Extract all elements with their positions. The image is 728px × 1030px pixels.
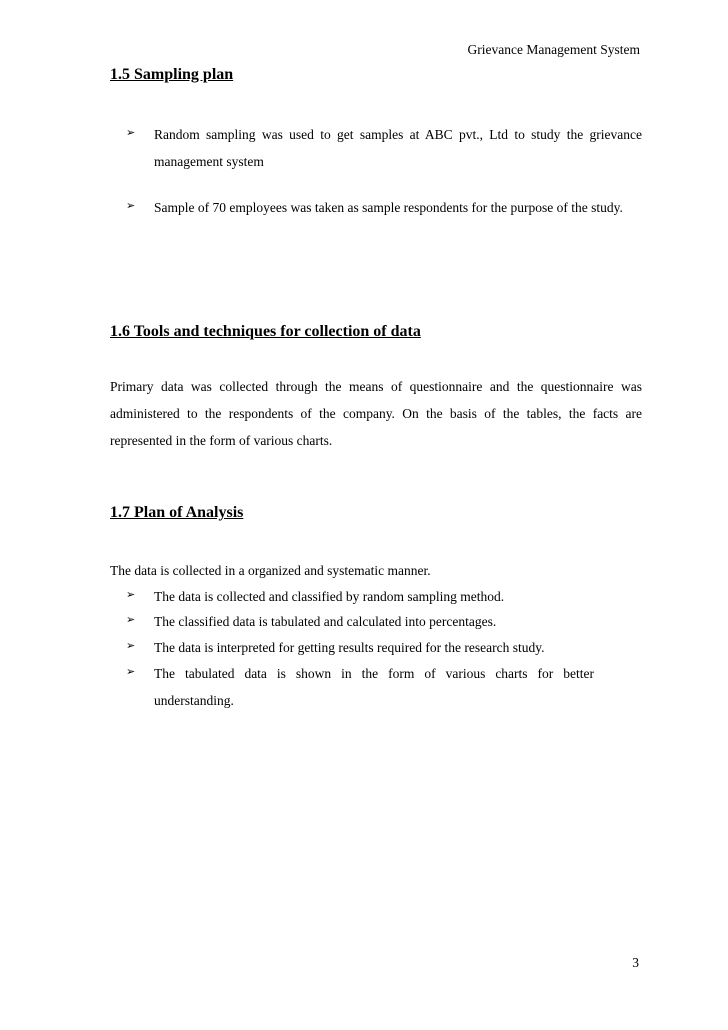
section-heading-tools-techniques: 1.6 Tools and techniques for collection of data <box>110 323 421 340</box>
arrow-bullet-icon: ➢ <box>126 613 136 626</box>
running-header: Grievance Management System <box>467 42 640 57</box>
arrow-bullet-icon: ➢ <box>126 665 136 678</box>
page-number: 3 <box>632 955 639 970</box>
bullet-text: Sample of 70 employees was taken as sample respondents for the purpose of the study. <box>154 200 623 215</box>
bullet-text: The classified data is tabulated and calculated into percentages. <box>154 614 497 629</box>
paragraph-data-collection: Primary data was collected through the means of questionnaire and the questionnaire was administered to the respondents of the company. On the basis of the tables, the facts are represented in the form of various charts. <box>110 379 642 448</box>
arrow-bullet-icon: ➢ <box>126 126 136 139</box>
bullet-text: The tabulated data is shown in the form of various charts for better understanding. <box>154 666 594 708</box>
section-heading-sampling-plan: 1.5 Sampling plan <box>110 66 234 83</box>
bullet-text: The data is collected and classified by random sampling method. <box>154 589 505 604</box>
bullet-text: Random sampling was used to get samples at ABC pvt., Ltd to study the grievance management system <box>154 127 642 169</box>
arrow-bullet-icon: ➢ <box>126 588 136 601</box>
arrow-bullet-icon: ➢ <box>126 639 136 652</box>
paragraph-intro: The data is collected in a organized and systematic manner. <box>110 563 431 578</box>
arrow-bullet-icon: ➢ <box>126 199 136 212</box>
bullet-text: The data is interpreted for getting results required for the research study. <box>154 640 545 655</box>
section-heading-plan-of-analysis: 1.7 Plan of Analysis <box>110 504 244 521</box>
